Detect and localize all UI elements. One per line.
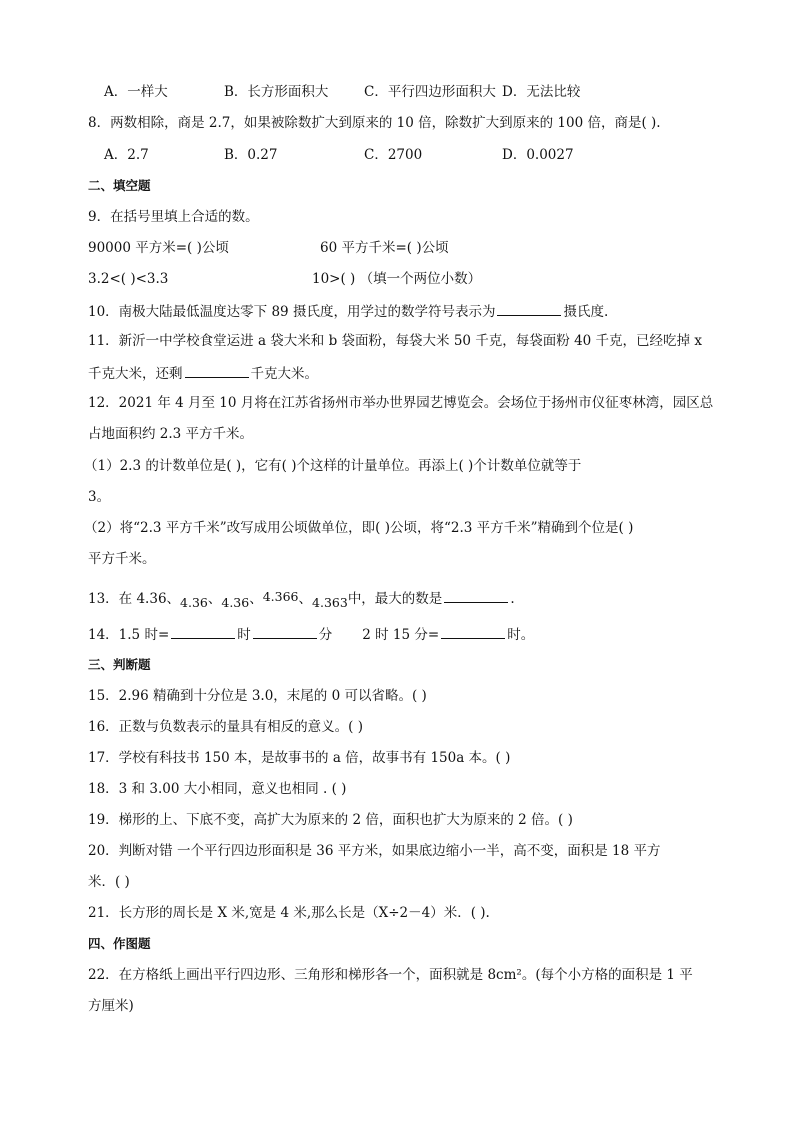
q11-text-after: 千克大米。	[250, 366, 318, 382]
q16: 16．正数与负数表示的量具有相反的意义。( )	[88, 719, 364, 735]
q20-line2: 米．( )	[88, 874, 130, 890]
q7-option-a: A．一样大	[104, 84, 168, 100]
q9-row1-left: 90000 平方米=( )公顷	[88, 240, 229, 256]
section-fill-in-title: 二、填空题	[88, 178, 151, 193]
q14-part-4: 2 时 15 分=	[362, 627, 440, 643]
q12-part1-line1: （1）2.3 的计数单位是( )，它有( )个这样的计量单位。再添上( )个计数单位就等于	[84, 458, 582, 474]
q10-text-after: 摄氏度.	[563, 304, 609, 320]
q11-line1: 11．新沂一中学校食堂运进 a 袋大米和 b 袋面粉，每袋大米 50 千克，每袋面粉 40 千克，已经吃掉 x	[88, 333, 702, 349]
q22-line1: 22．在方格纸上画出平行四边形、三角形和梯形各一个，面积就是 8cm²。(每个小方格的面积是 1 平	[88, 967, 693, 983]
q13	[88, 588, 515, 608]
q11-text-before: 千克大米，还剩	[88, 366, 183, 382]
q9-row1-right: 60 平方千米=( )公顷	[320, 240, 449, 256]
q14	[88, 624, 534, 644]
q12-line2: 占地面积约 2.3 平方千米。	[88, 426, 254, 442]
q8-option-b: B．0.27	[224, 147, 278, 163]
q9-row2-right: 10>( ) （填一个两位小数）	[312, 271, 482, 287]
q8-stem: 8．两数相除，商是 2.7，如果被除数扩大到原来的 10 倍，除数扩大到原来的 100 倍，商是( ).	[88, 115, 661, 131]
q13-sep-3: 、	[298, 591, 313, 607]
q13-number-2: 4.36	[180, 595, 208, 610]
q12-part2-line2: 平方千米。	[88, 551, 156, 567]
q13-number-4: 4.366	[262, 589, 299, 604]
q13-text-before: 13．在 4.36、	[88, 591, 181, 607]
q7-option-d: D．无法比较	[502, 84, 581, 100]
q9-stem: 9．在括号里填上合适的数。	[88, 209, 259, 225]
q11-answer-blank[interactable]	[185, 363, 249, 378]
q13-number-5: 4.363	[312, 595, 348, 610]
q14-hours-blank[interactable]	[171, 624, 235, 639]
q11-line2	[88, 363, 318, 383]
q14-part-5: 时。	[507, 627, 535, 643]
q13-text-mid: 中，最大的数是	[347, 591, 443, 607]
q18: 18．3 和 3.00 大小相同，意义也相同 . ( )	[88, 781, 347, 797]
q14-part-2: 时	[237, 627, 251, 643]
q19: 19．梯形的上、下底不变，高扩大为原来的 2 倍，面积也扩大为原来的 2 倍。( )	[88, 812, 573, 828]
q10	[88, 301, 608, 321]
q10-answer-blank[interactable]	[497, 301, 561, 316]
q14-minutes-blank[interactable]	[253, 624, 317, 639]
q13-number-3: 4.36	[221, 595, 250, 610]
q12-part1-line2: 3。	[88, 489, 111, 505]
q8-option-d: D．0.0027	[502, 147, 574, 163]
q10-text-before: 10．南极大陆最低温度达零下 89 摄氏度，用学过的数学符号表示为	[88, 304, 496, 320]
section-drawing-title: 四、作图题	[88, 936, 151, 951]
q7-option-c: C．平行四边形面积大	[364, 84, 496, 100]
q13-answer-blank[interactable]	[444, 588, 508, 603]
q17: 17．学校有科技书 150 本，是故事书的 a 倍，故事书有 150a 本。( )	[88, 750, 511, 766]
q15: 15．2.96 精确到十分位是 3.0，末尾的 0 可以省略。( )	[88, 688, 427, 704]
q21: 21．长方形的周长是 X 米,宽是 4 米,那么长是（X÷2－4）米．( ).	[88, 905, 490, 921]
q8-option-c: C．2700	[364, 147, 423, 163]
section-judgement-title: 三、判断题	[88, 657, 151, 672]
q9-row2-left: 3.2<( )<3.3	[88, 271, 169, 287]
q20-line1: 20．判断对错 一个平行四边形面积是 36 平方米，如果底边缩小一半，高不变，面积是 18 平方	[88, 843, 661, 859]
q12-line1: 12．2021 年 4 月至 10 月将在江苏省扬州市举办世界园艺博览会。会场位于扬州市仪征枣林湾，园区总	[88, 395, 714, 411]
q8-option-a: A．2.7	[104, 147, 149, 163]
q22-line2: 方厘米)	[88, 998, 134, 1014]
q12-part2-line1: （2）将“2.3 平方千米”改写成用公顷做单位，即( )公顷，将“2.3 平方千米”精确到个位是( )	[84, 520, 634, 536]
q7-option-b: B．长方形面积大	[224, 84, 329, 100]
q14-part-1: 14．1.5 时=	[88, 627, 170, 643]
q13-text-after: .	[510, 591, 515, 607]
q13-sep-1: 、	[207, 591, 222, 607]
q14-hours2-blank[interactable]	[441, 624, 505, 639]
q13-sep-2: 、	[249, 591, 263, 607]
q14-part-3: 分	[318, 627, 333, 643]
